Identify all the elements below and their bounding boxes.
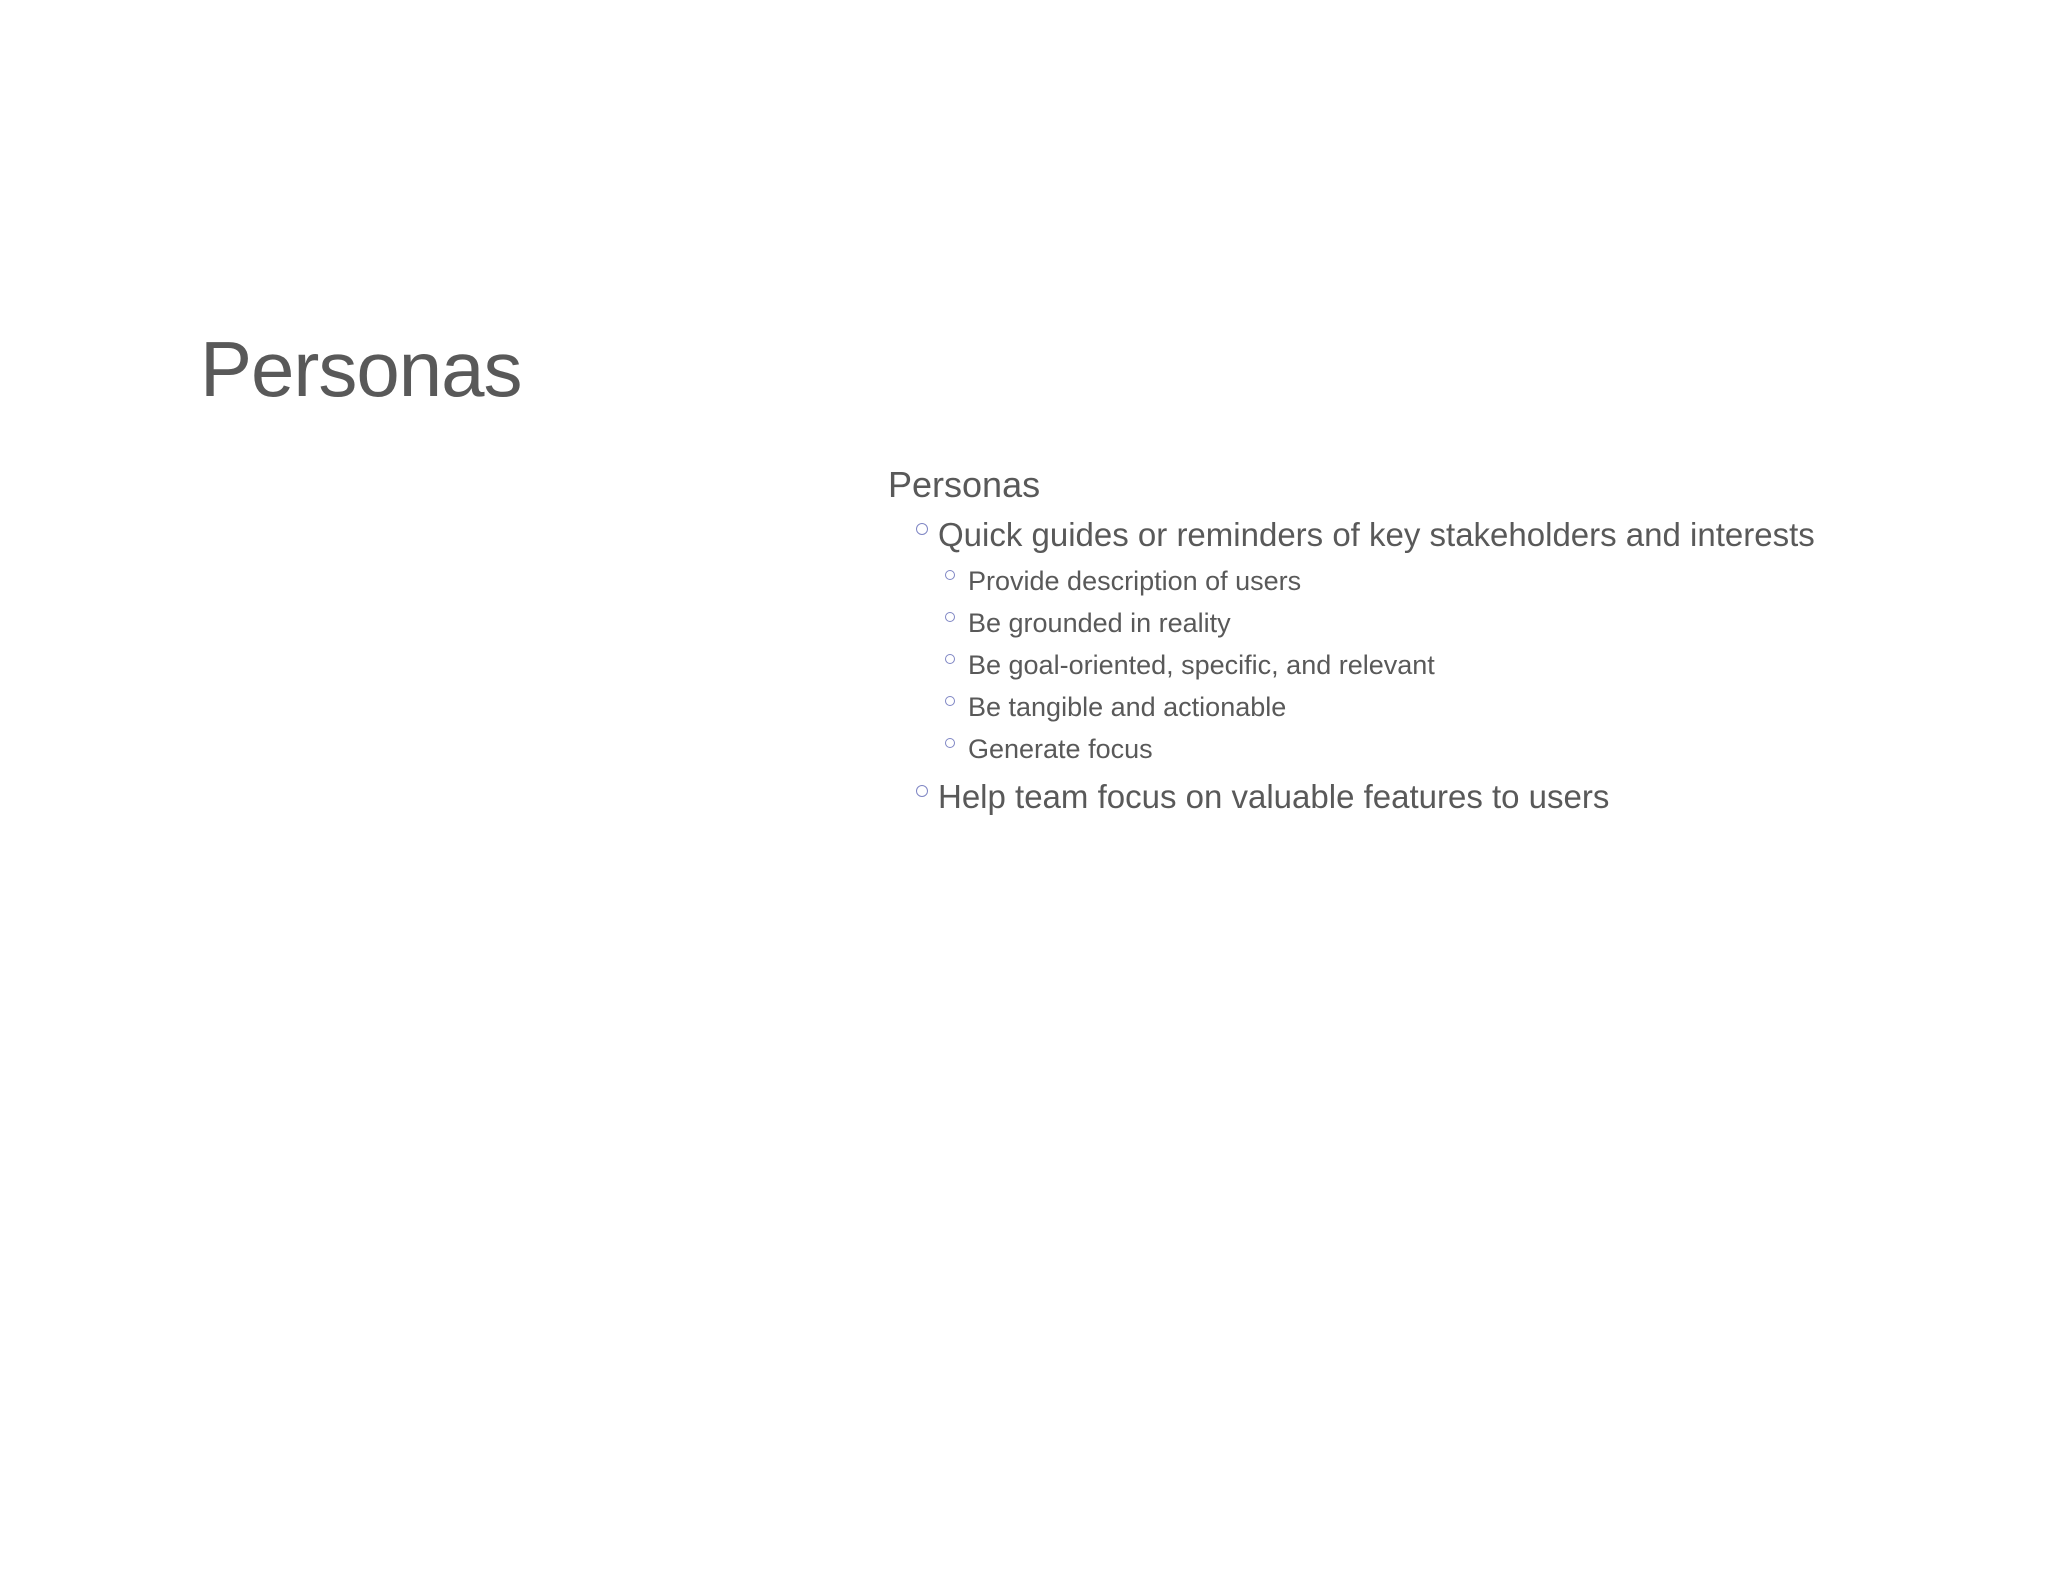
list-item-level2	[888, 728, 2008, 770]
list-item-text: Generate focus	[968, 734, 1153, 764]
list-item-text: Be tangible and actionable	[968, 692, 1287, 722]
list-item-level2	[888, 602, 2008, 644]
section-heading: Personas	[888, 464, 1041, 505]
list-item-level2	[888, 644, 2008, 686]
slide-title: Personas	[200, 325, 522, 413]
list-item-text: Provide description of users	[968, 566, 1302, 596]
list-item-level2	[888, 686, 2008, 728]
list-item-text: Be goal-oriented, specific, and relevant	[968, 650, 1435, 680]
list-item-text: Help team focus on valuable features to users	[938, 778, 1610, 815]
list-item-level2	[888, 560, 2008, 602]
hollow-circle-icon	[945, 654, 955, 664]
hollow-circle-icon	[916, 523, 928, 535]
content-placeholder	[888, 462, 2008, 822]
hollow-circle-icon	[916, 785, 928, 797]
hollow-circle-icon	[945, 738, 955, 748]
list-item-text: Quick guides or reminders of key stakeholders and interests	[938, 516, 1815, 553]
list-item-level1	[888, 772, 2008, 822]
hollow-circle-icon	[945, 696, 955, 706]
hollow-circle-icon	[945, 612, 955, 622]
hollow-circle-icon	[945, 570, 955, 580]
list-item-text: Be grounded in reality	[968, 608, 1231, 638]
list-item-level1	[888, 510, 2008, 560]
